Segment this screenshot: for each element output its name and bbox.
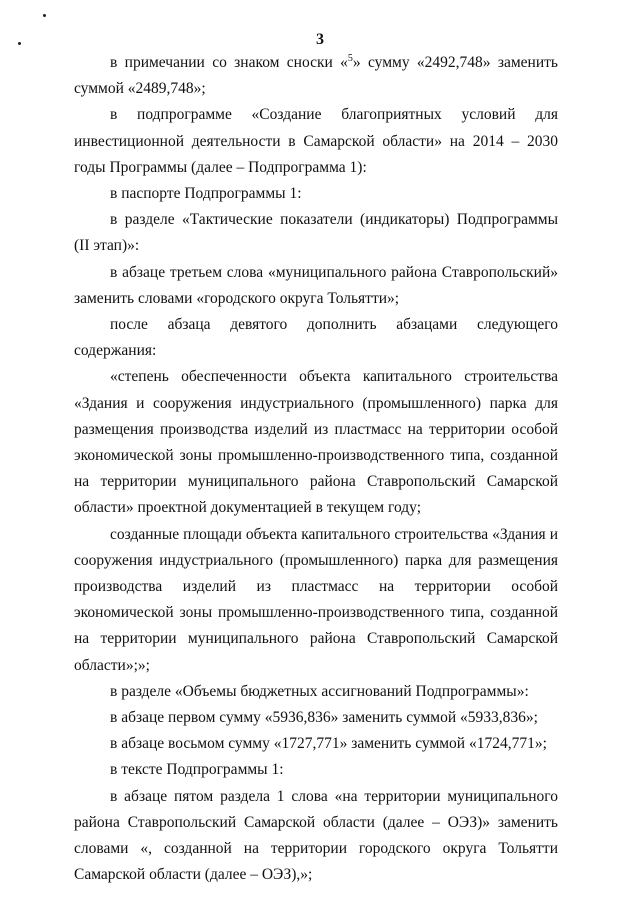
paragraph-quote-degree: «степень обеспеченности объекта капитального строительства «Здания и сооружения индустриального (промышленного) парка для размещения производства изделий из пластмасс на территории особой экономической зоны промышленно-производственного типа, созданной на территории муниципального района Ставропольский Самарской области» проектной документацией в текущем году;	[74, 368, 558, 517]
paragraph-fifth-section: в абзаце пятом раздела 1 слова «на территории муниципального района Ставропольский Самарской области (далее – ОЭЗ)» заменить словами «, созданной на территории городского округа Тольятти Самарской области (далее – ОЭЗ),»;	[74, 787, 558, 884]
paragraph-text: » сумму «2492,748» заменить суммой «2489,748»;	[74, 54, 558, 98]
paragraph-quote-area: созданные площади объекта капитального строительства «Здания и сооружения индустриального (промышленного) парка для размещения производства изделий из пластмасс на территории особой экономической зоны промышленно-производственного типа, созданной на территории муниципального района Ставропольский Самарской области»;»;	[74, 525, 558, 674]
paragraph-text: в примечании со знаком сноски «	[110, 54, 348, 71]
paragraph-eighth-sum: в абзаце восьмом сумму «1727,771» заменить суммой «1724,771»;	[110, 735, 547, 753]
scan-speck	[43, 14, 46, 17]
document-body	[74, 50, 558, 889]
footnote-mark: 5	[347, 53, 353, 64]
paragraph-first-sum: в абзаце первом сумму «5936,836» заменить суммой «5933,836»;	[110, 709, 538, 727]
paragraph-after-ninth: после абзаца девятого дополнить абзацами следующего содержания:	[74, 316, 558, 360]
paragraph-text-subprogram: в тексте Подпрограммы 1:	[110, 761, 284, 779]
page-number: 3	[316, 31, 324, 48]
paragraph-passport: в паспорте Подпрограммы 1:	[110, 185, 302, 203]
paragraph-footnote-amendment	[74, 50, 558, 102]
paragraph-budget-section: в разделе «Объемы бюджетных ассигнований Подпрограммы»:	[110, 682, 529, 700]
paragraph-third-abzac: в абзаце третьем слова «муниципального района Ставропольский» заменить словами «городского округа Тольятти»;	[74, 263, 558, 307]
paragraph-subprogram-1: в подпрограмме «Создание благоприятных условий для инвестиционной деятельности в Самарской области» на 2014 – 2030 годы Программы (далее – Подпрограмма 1):	[74, 106, 558, 176]
paragraph-tactical-indicators: в разделе «Тактические показатели (индикаторы) Подпрограммы (II этап)»:	[74, 211, 558, 255]
